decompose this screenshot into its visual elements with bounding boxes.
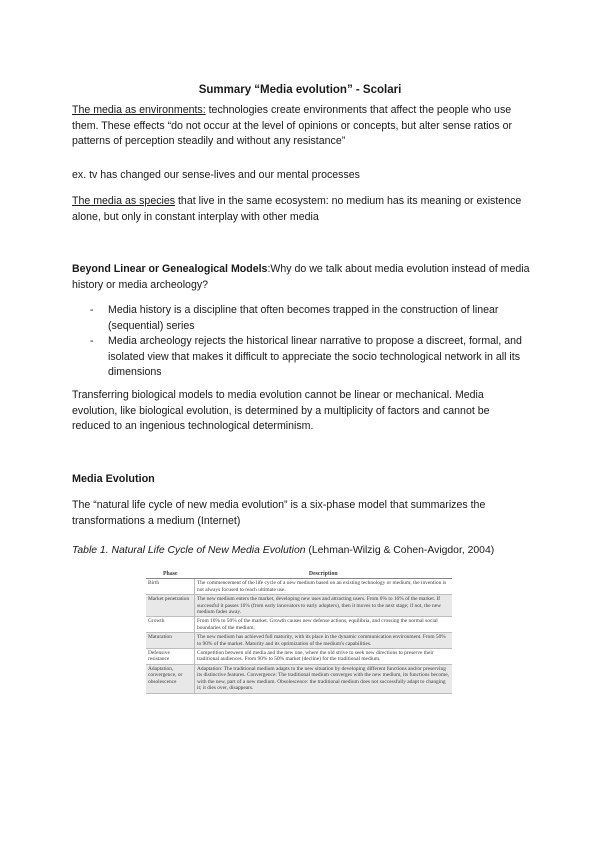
paragraph-example-tv: ex. tv has changed our sense-lives and our mental processes — [72, 169, 360, 181]
phase-cell: Market penetration — [146, 595, 195, 617]
description-cell: The new medium enters the market, developing new uses and attracting users. From 0% to 16% of the market. If successful it passes 16% (from early innovators to early adopters), then it moves to the next stage; if not, the new medium fades away. — [195, 595, 453, 617]
description-cell: Adaptation: The traditional medium adapts to the new situation by developing different functions and/or preserving its distinctive features. Convergence: The traditional medium converges with the new medium, its functions become, with the new, part of a new medium. Obsolescence: the traditional medium does not successfully adapt to changing it; it dies over, disappears. — [195, 664, 453, 693]
table-row — [146, 649, 452, 665]
phase-cell: Growth — [146, 617, 195, 633]
column-header-description: Description — [195, 570, 453, 579]
description-cell: Competition between old media and the new one, where the old strive to seek new directions to preserve their traditional audiences. From 90% to 50% market (decline) for the traditional medium. — [195, 649, 453, 665]
term-media-environments: The media as environments: — [72, 104, 206, 116]
table-row — [146, 579, 452, 595]
table-caption — [72, 543, 542, 558]
bullet-dash: - — [90, 304, 94, 316]
list-item-text: Media archeology rejects the historical linear narrative to propose a discreet, formal, and isolated view that makes it difficult to appreciate the socio technological network in all its dimensions — [108, 335, 522, 378]
paragraph-text: that live in the same ecosystem: no medium has its meaning or existence alone, but only in constant interplay with other media — [72, 195, 522, 223]
table-row — [146, 617, 452, 633]
phase-cell: Birth — [146, 579, 195, 595]
list-item-text: Media history is a discipline that often becomes trapped in the construction of linear (sequential) series — [108, 304, 499, 332]
paragraph-media-environments — [72, 103, 530, 150]
table-header-row — [146, 570, 452, 579]
description-cell: The commencement of the life cycle of a new medium based on an existing technology or medium; the invention is not always focused to reach ultimate use. — [195, 579, 453, 595]
paragraph-beyond-linear — [72, 262, 530, 293]
paragraph-media-species — [72, 194, 530, 225]
section-heading-media-evolution: Media Evolution — [72, 473, 155, 485]
paragraph-text: :Why do we talk about media evolution instead of media history or media archeology? — [72, 263, 530, 291]
table-row — [146, 664, 452, 693]
phase-cell: Defensive resistance — [146, 649, 195, 665]
paragraph-text: technologies create environments that affect the people who use them. These effects “do not occur at the level of opinions or concepts, but alter sense ratios or patterns of perception steadily and without any resistance” — [72, 104, 513, 147]
description-cell: The new medium has achieved full maturity, with its place in the dynamic communication environment. From 50% to 90% of the market. Maturity and its optimization of the medium's capabilities. — [195, 633, 453, 649]
heading-beyond-linear: Beyond Linear or Genealogical Models — [72, 263, 268, 275]
table-row — [146, 595, 452, 617]
paragraph-transferring-models: Transferring biological models to media evolution cannot be linear or mechanical. Media evolution, like biological evolution, is determined by a multiplicity of factors and cannot be reduced to an ingenious technological determinism. — [72, 389, 490, 432]
column-header-phase: Phase — [146, 570, 195, 579]
paragraph-life-cycle: The “natural life cycle of new media evolution” is a six-phase model that summarizes the transformations a medium (Internet) — [72, 499, 486, 527]
list-item — [72, 303, 530, 334]
list-item — [72, 334, 530, 381]
bullet-dash: - — [90, 335, 94, 347]
table-caption-title: Table 1. Natural Life Cycle of New Media Evolution — [72, 545, 306, 556]
term-media-species: The media as species — [72, 195, 176, 207]
table-caption-source: (Lehman-Wilzig & Cohen-Avigdor, 2004) — [305, 545, 495, 556]
life-cycle-table — [146, 570, 452, 694]
table-row — [146, 633, 452, 649]
bullet-list — [72, 303, 530, 381]
page-title: Summary “Media evolution” - Scolari — [198, 84, 402, 96]
phase-cell: Adaptation, convergence, or obsolescence — [146, 664, 195, 693]
description-cell: From 16% to 50% of the market. Growth causes new defense actions, equilibria, and crossing the normal social boundaries of the medium. — [195, 617, 453, 633]
phase-cell: Maturation — [146, 633, 195, 649]
